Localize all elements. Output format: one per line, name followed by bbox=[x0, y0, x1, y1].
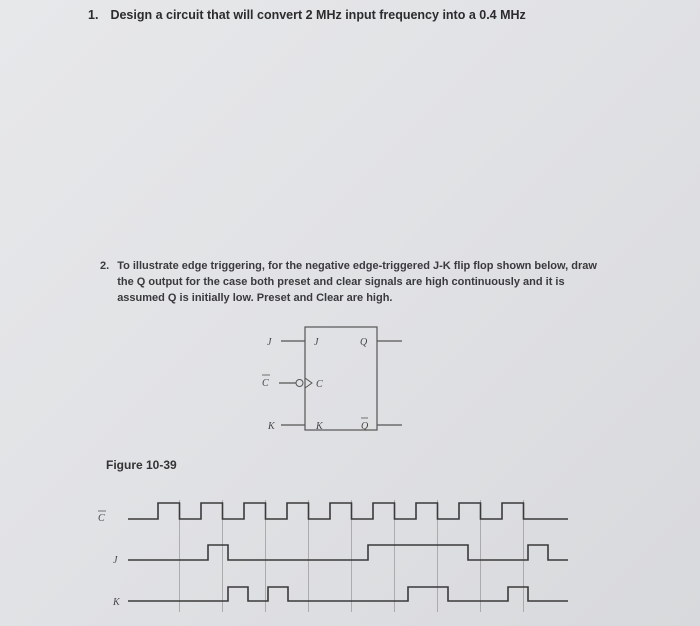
k-input-label: K bbox=[268, 421, 275, 432]
j-waveform bbox=[128, 545, 568, 560]
timing-waveforms bbox=[128, 503, 568, 601]
timing-j-label: J bbox=[113, 555, 118, 566]
question-2-number: 2. bbox=[100, 260, 110, 272]
k-pin-label: K bbox=[316, 421, 323, 432]
question-1-text: Design a circuit that will convert 2 MHz input frequency into a 0.4 MHz bbox=[110, 8, 526, 22]
timing-k-label: K bbox=[113, 597, 120, 608]
clock-input-label: C bbox=[262, 378, 269, 389]
qbar-output-label: Q bbox=[361, 421, 369, 432]
figure-label: Figure 10-39 bbox=[106, 458, 177, 472]
clock-pin-label: C bbox=[316, 379, 323, 390]
k-waveform bbox=[128, 587, 568, 601]
j-input-label: J bbox=[267, 337, 272, 348]
j-pin-label: J bbox=[314, 337, 319, 348]
question-1-number: 1. bbox=[88, 8, 99, 22]
timing-clock-label: C bbox=[98, 513, 105, 524]
q-output-label: Q bbox=[360, 337, 368, 348]
clock-waveform bbox=[128, 503, 568, 519]
question-2-text: To illustrate edge triggering, for the negative edge-triggered J-K flip flop shown below, draw the Q output for the case both preset and clear signals are high continuously and it is assumed Q is initially low. Preset and Clear are high. bbox=[117, 260, 597, 304]
